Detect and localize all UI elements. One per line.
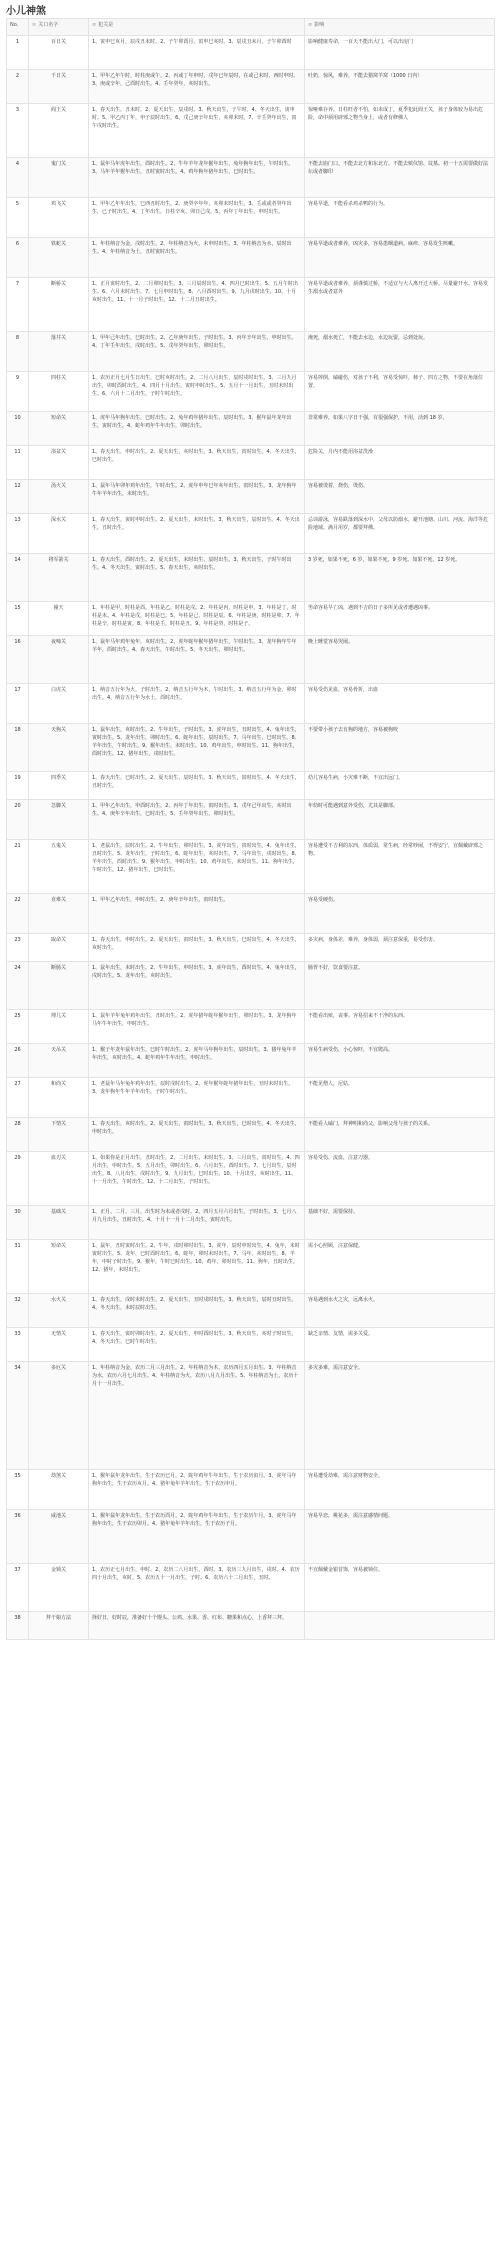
row-no-cell: 7 [7,278,29,332]
row-effect-cell: 3 岁死，如果不死，6 岁，如果不死，9 岁死。如果不死，12 岁死。 [305,554,495,602]
row-name-cell: 拜干娘方法 [29,1612,89,1640]
row-no-cell: 21 [7,840,29,894]
row-name-cell: 鸡飞关 [29,198,89,238]
row-no-cell: 10 [7,412,29,446]
row-effect-cell: 容易早恋，桃花多，需注意感情问题。 [305,1510,495,1564]
row-name-cell: 铁蛇关 [29,238,89,278]
row-condition-cell: 1、鼠年马年鸡年兔年，亥时出生。2、虎年蛇年猴年猪年出生，午时出生。3、龙年狗年牛年羊年，酉时出生。4、春天出生，午时出生。5、冬天出生，卯时出生。 [89,636,305,684]
row-effect-cell: 不能见僧人，尼姑。 [305,1078,495,1118]
row-effect-cell: 容易摔倒，磕碰伤，对孩子不利，容易受惊吓，柿子、四方之物，不要在角落位置。 [305,372,495,412]
row-no-cell: 16 [7,636,29,684]
table-body [7,36,495,1640]
row-no-cell: 4 [7,158,29,198]
row-no-cell: 36 [7,1510,29,1564]
row-no-cell: 2 [7,70,29,104]
row-effect-cell: 不能看出殡，丧事。容易招来不干净的东西。 [305,1010,495,1044]
table-row[interactable] [7,446,495,480]
table-row[interactable] [7,894,495,934]
row-no-cell: 24 [7,962,29,1010]
table-row[interactable] [7,1044,495,1078]
row-name-cell: 白虎关 [29,684,89,724]
row-no-cell: 19 [7,772,29,800]
row-name-cell: 四季关 [29,772,89,800]
table-row[interactable] [7,372,495,412]
row-no-cell: 33 [7,1328,29,1362]
row-effect-cell: 年幼时可能遇到意外受伤，尤其是脚部。 [305,800,495,840]
text-icon: ≡ [32,22,37,28]
row-effect-cell: 忌讳游泳，容易跌落到深水中，父母以防溺水，避开池塘、山川、河流、海洋等危险地域。满月用岁，都要拜佛。 [305,514,495,554]
row-effect-cell: 容易受伤、流血，注意刀器。 [305,1152,495,1206]
row-effect-cell: 多灾多难，需注意安全。 [305,1362,495,1470]
row-no-cell: 35 [7,1470,29,1510]
row-name-cell: 取命关 [29,934,89,962]
row-name-cell: 五鬼关 [29,840,89,894]
row-no-cell: 17 [7,684,29,724]
row-no-cell: 14 [7,554,29,602]
row-condition-cell: 1、甲年己年出生，巳时出生。2、乙年庚年出生，子时出生。3、丙年辛年出生，申时出生。4、丁年壬年出生，戌时出生。5、戊年癸年出生，卯时出生。 [89,332,305,372]
row-name-cell: 咸池关 [29,1510,89,1564]
table-row[interactable] [7,1206,495,1240]
row-name-cell: 埋儿关 [29,1010,89,1044]
row-condition-cell: 1、农历正月七月生日出生，巳时亥时出生。2、二月八月出生，辰时戌时出生。3、三月九月出生，卯时酉时出生。4、四月十月出生，寅时申时出生。5、五月十一月出生，丑时未时出生。6、六月十二月出生，子时午时出生。 [89,372,305,412]
table-row[interactable] [7,1612,495,1640]
table-row[interactable] [7,514,495,554]
row-effect-cell: 需小心照顾，注意保健。 [305,1240,495,1294]
row-effect-cell: 容易遇到水火之灾，远离水火。 [305,1294,495,1328]
table-header-row [7,19,495,36]
row-no-cell: 15 [7,602,29,636]
table-row[interactable] [7,278,495,332]
table-row[interactable] [7,1470,495,1510]
row-no-cell: 20 [7,800,29,840]
row-condition-cell: 1、老鼠年马年兔年鸡年出生，辰时戌时出生。2、虎年猴年蛇年猪年出生，丑时未时出生。3、龙年狗年牛年羊年出生，子时午时出生。 [89,1078,305,1118]
row-name-cell: 急脚关 [29,800,89,840]
row-condition-cell: 1、鼠年，丑时寅时出生。2、牛年，戌时卯时出生。3、虎年，辰时申时出生。4、兔年，未时寅时出生。5、龙年，巳时酉时出生。6、蛇年，卯时未时出生。7、马年，亥时出生。8、羊年，申时子时出生。9、猴年，午时巳时出生。10、鸡年，卯时出生。11、狗年，丑时出生。12、猪年，未时出生。 [89,1240,305,1294]
row-no-cell: 9 [7,372,29,412]
row-no-cell: 32 [7,1294,29,1328]
page-title: 小儿神煞 [6,6,46,17]
row-effect-cell: 危险关，月内不能用浴盆洗澡 [305,446,495,480]
row-condition-cell: 1、鼠年马年虎年出生，酉时出生。2、牛年羊年龙年猴年出生，兔年狗年出生，午时出生。3、马年羊年猴年出生，丑时寅时出生。4、鸡年狗年猪年出生，巳时出生。 [89,158,305,198]
column-header-effect[interactable]: ≡ 影响 [305,19,495,36]
row-effect-cell: 不宜佩戴金银首饰，容易被锁住。 [305,1564,495,1612]
data-table [6,18,495,1640]
column-header-no[interactable]: No. [7,19,29,36]
row-condition-cell: 1、鼠年出生，未时出生。2、牛年出生，申时出生。3、虎年出生，酉时出生。4、兔年出生，戌时出生。5、龙年出生，亥时出生。 [89,962,305,1010]
row-name-cell: 和尚关 [29,1078,89,1118]
row-effect-cell: 肠胃不好，饮食要注意。 [305,962,495,1010]
row-name-cell: 百日关 [29,36,89,70]
row-effect-cell: 不能看人磕门，拜神明和尚父，影响父母与孩子的关系。 [305,1118,495,1152]
row-no-cell: 12 [7,480,29,514]
table-row[interactable] [7,36,495,70]
table-row[interactable] [7,554,495,602]
row-condition-cell: 1、年柱是甲，时柱是酉，年柱是乙，时柱是戌。2、年柱是丙，时柱是申。3、年柱是丁，时柱是未。4、年柱是戊，时柱是巳。5、年柱是己，时柱是辰。6、年柱是庚，时柱是卯。7、年柱是辛，时柱是寅。8、年柱是壬，时柱是丑。9、年柱是癸，时柱是子。 [89,602,305,636]
row-effect-cell: 容易受伤见血，容易骨折，出血 [305,684,495,724]
row-effect-cell: 影响健康寿命，一百天不能出大门，可以出房门 [305,36,495,70]
row-name-cell: 短命关 [29,412,89,446]
row-effect-cell: 惊哑难存养。日柱旺者不怕，如未成丁，夏季犯此阎王关，孩子身体较为易出危险，命中须用辟邪之物当身上，或者有修佛人 [305,104,495,158]
row-name-cell: 浴盆关 [29,446,89,480]
row-condition-cell: 1、春天出生，寅时申时出生。2、夏天出生，未时出生。3、秋天出生，辰时出生。4、冬天出生，丑时出生。 [89,514,305,554]
row-condition-cell: 1、猴年鼠年龙年出生，生于农历巳月。2、蛇年鸡年牛年出生，生于农历寅月。3、虎年马年狗年出生，生于农历亥月。4、猪年兔年羊年出生，生于农历申月。 [89,1470,305,1510]
table-row[interactable] [7,800,495,840]
row-effect-cell: 基础不好，需要保持。 [305,1206,495,1240]
row-effect-cell: 容易早逝或者难养，须谨慎过桥，不适宜与大人离开过大桥。尽量避开水。容易发生溺水或者意外 [305,278,495,332]
row-condition-cell: 1、纳音五行年为火，子时出生。2、纳音五行年为木，午时出生。3、纳音五行年为金，卯时出生。4、纳音五行年为水土，酉时出生。 [89,684,305,724]
row-condition-cell: 1、寅申巳亥月，辰戌丑未时。2、子午卯酉月，寅申巳亥时。3、辰戌丑未月，子午卯酉时 [89,36,305,70]
row-effect-cell: 不要带小孩子去有狗的地方，容易被狗咬 [305,724,495,772]
row-name-cell: 下情关 [29,1118,89,1152]
table-row[interactable] [7,1152,495,1206]
table-row[interactable] [7,962,495,1010]
row-name-cell: 基础关 [29,1206,89,1240]
row-condition-cell: 1、猴年鼠年龙年出生，生于农历酉月。2、蛇年鸡年牛年出生，生于农历午月。3、虎年马年狗年出生，生于农历卯月。4、猪年兔年羊年出生，生于农历子月。 [89,1510,305,1564]
table-row[interactable] [7,684,495,724]
row-name-cell: 无情关 [29,1328,89,1362]
row-effect-cell: 容易遭受劫难，需注意财物安全。 [305,1470,495,1510]
table-row[interactable] [7,412,495,446]
table-row[interactable] [7,480,495,514]
row-no-cell: 22 [7,894,29,934]
row-condition-cell: 1、甲年乙年午时，时柱庚或午。2、丙或丁年申时，戊年已年辰时，在或己未时，西时申时。3、庚或辛年，己酉时出生。4、壬年癸年，亥时出生。 [89,70,305,104]
row-no-cell: 28 [7,1118,29,1152]
row-effect-cell: 容易遭受不吉利的东西，体质弱，常生病，经常吵闹，不得安宁，宜佩戴辟邪之物。 [305,840,495,894]
row-name-cell: 断肠关 [29,962,89,1010]
row-effect-cell: 容易被烫着，烧伤，烫伤。 [305,480,495,514]
row-no-cell: 25 [7,1010,29,1044]
row-name-cell: 短命关 [29,1240,89,1294]
row-no-cell: 1 [7,36,29,70]
row-condition-cell: 1、鼠年出生，亥时出生。2、牛年出生，子时出生。3、虎年出生，丑时出生。4、兔年出生，寅时出生。5、龙年出生，卯时出生。6、蛇年出生，辰时出生。7、马年出生，巳时出生。8、羊年出生，午时出生。9、猴年出生，未时出生。10、鸡年出生，申时出生。11、狗年出生，酉时出生。12、猪年出生，戌时出生。 [89,724,305,772]
row-name-cell: 天吊关 [29,1044,89,1078]
row-condition-cell: 1、老鼠出生，辰时出生。2、牛年出生，卯时出生。3、虎年出生，寅时出生。4、兔年出生，丑时出生。5、龙年出生，子时出生。6、蛇年出生，亥时出生。7、马年出生，戌时出生。8、羊年出生，酉时出生。9、猴年出生，申时出生。10、鸡年出生，未时出生。11、狗年出生，午时出生。12、猪年出生，巳时出生。 [89,840,305,894]
row-name-cell: 劫煞关 [29,1470,89,1510]
row-condition-cell: 1、农历正七月出生，申时。2、农历二八月出生，酉时。3、农历三九月出生，戌时。4、农历四十月出生，亥时。5、农历五十一月出生，子时。6、农历六十二月出生，丑时。 [89,1564,305,1612]
row-condition-cell: 1、春天出生，申时出生。2、夏天出生，亥时出生。3、秋天出生，寅时出生。4、冬天出生，巳时出生。 [89,446,305,480]
row-effect-cell: 晚上睡觉容易哭闹。 [305,636,495,684]
table-row[interactable] [7,198,495,238]
row-condition-cell: 1、正月寅时出生。2、二月卯时出生。3、三月辰时出生。4、四月巳时出生。5、五月午时出生。6、六月未时出生。7、七月申时出生。8、八月酉时出生。9、九月戌时出生。10、十月亥时出生。11、十一月子时出生。12、十二月丑时出生。 [89,278,305,332]
row-no-cell: 38 [7,1612,29,1640]
row-name-cell: 天狗关 [29,724,89,772]
row-effect-cell [305,1612,495,1640]
row-no-cell: 23 [7,934,29,962]
row-no-cell: 29 [7,1152,29,1206]
table-row[interactable] [7,1078,495,1118]
row-name-cell: 撞天 [29,602,89,636]
row-name-cell: 直难关 [29,894,89,934]
row-name-cell: 金锁关 [29,1564,89,1612]
row-name-cell: 千日关 [29,70,89,104]
row-name-cell: 汤火关 [29,480,89,514]
table-row[interactable] [7,70,495,104]
row-name-cell: 将军箭关 [29,554,89,602]
row-name-cell: 水火关 [29,1294,89,1328]
row-no-cell: 8 [7,332,29,372]
row-no-cell: 26 [7,1044,29,1078]
row-condition-cell: 择好日，好时辰，准备好十个馒头、公鸡、水果、香、红布、糖果和点心，上香拜三拜。 [89,1612,305,1640]
row-name-cell: 鬼门关 [29,158,89,198]
row-effect-cell: 淹死，溺水死亡，不能去水边，水边玩耍，忌到处玩。 [305,332,495,372]
table-row[interactable] [7,158,495,198]
row-no-cell: 5 [7,198,29,238]
row-effect-cell: 容易生病受伤，小心惊吓，不宜爬高。 [305,1044,495,1078]
row-name-cell: 落井关 [29,332,89,372]
row-name-cell: 四柱关 [29,372,89,412]
row-name-cell: 夜啼关 [29,636,89,684]
row-condition-cell: 1、鼠年马年卯年鸡年出生，午时出生。2、虎年申年巳年亥年出生，寅时出生。3、龙年狗年牛年羊年出生，未时出生。 [89,480,305,514]
row-no-cell: 18 [7,724,29,772]
text-icon: ≡ [308,22,313,28]
row-no-cell: 3 [7,104,29,158]
row-condition-cell: 1、甲年乙年出生，申时出生。2、庚年辛年出生，寅时出生。 [89,894,305,934]
row-name-cell: 阎王关 [29,104,89,158]
row-condition-cell: 1、春天出生，亥时出生。2、夏天出生，寅时出生。3、秋天出生，巳时出生。4、冬天出生，申时出生。 [89,1118,305,1152]
row-no-cell: 11 [7,446,29,480]
table-row[interactable] [7,1118,495,1152]
table-row[interactable] [7,1010,495,1044]
row-condition-cell: 1、春天出生，申时出生。2、夏天出生，寅时出生。3、秋天出生，巳时出生。4、冬天出生，亥时出生。 [89,934,305,962]
row-effect-cell: 男命容易早亡凶，遇到不吉的日子多所见或者遭遇凶事。 [305,602,495,636]
row-condition-cell: 1、年柱纳音为金，戌时出生。2、年柱纳音为火，未申时出生。3、年柱纳音为水，辰时出生。4、年柱纳音为土，丑时寅时出生。 [89,238,305,278]
row-condition-cell: 1、甲年乙年出生，申酉时出生。2、丙年丁年出生，寅时出生。3、戊年己年出生，亥时出生。4、庚年辛年出生，巳时出生。5、壬年癸年出生，卯时出生。 [89,800,305,840]
row-effect-cell: 缺乏亲情、友情，需多关爱。 [305,1328,495,1362]
table-row[interactable] [7,724,495,772]
table-row[interactable] [7,1362,495,1470]
row-condition-cell: 1、春天出生，丑未时。2、夏天出生，辰戌时。3、秋天出生，子午时。4、冬天出生，寅申时。5、甲乙丙丁年，申子辰时出生。6、戊己庚辛年出生，亥卯未时。7、辛壬癸年出生，寅午戌时出生。 [89,104,305,158]
row-condition-cell: 1、猴子年龙年鼠年出生，巳时午时出生。2、虎年马年狗年出生，辰时出生。3、猪年兔年羊年出生，亥时出生。4、蛇年鸡年牛年出生，申时出生。 [89,1044,305,1078]
table-row[interactable] [7,636,495,684]
table-row[interactable] [7,840,495,894]
table-row[interactable] [7,1564,495,1612]
table-row[interactable] [7,332,495,372]
table-row[interactable] [7,1294,495,1328]
row-effect-cell: 不能去庙门口。不能去北方和东北方。不能去殡仪馆、坟墓。初一十五需要做好法坛或者脚印 [305,158,495,198]
row-no-cell: 27 [7,1078,29,1118]
row-name-cell: 深水关 [29,514,89,554]
row-no-cell: 6 [7,238,29,278]
row-condition-cell: 1、如果你是正月出生，丑时出生。2、二月出生，未时出生。3、三月出生，寅时出生。4、四月出生，申时出生。5、五月出生，卯时出生。6、六月出生，酉时出生。7、七月出生，辰时出生。8、八月出生，戌时出生。9、九月出生，巳时出生。10、十月出生，亥时出生。11、十一月出生，午时出生。12、十二月出生，子时出生。 [89,1152,305,1206]
row-effect-cell: 幼儿容易生病，小灾难不断，不宜出远门。 [305,772,495,800]
row-condition-cell: 1、正月、二月、三月，出生时为未或者戌时。2、四月五月六月出生，子时出生。3、七月八月九月出生，丑时出生。4、十月十一月十二月出生，寅时出生。 [89,1206,305,1240]
row-no-cell: 13 [7,514,29,554]
row-name-cell: 多厄关 [29,1362,89,1470]
row-condition-cell: 1、春天出生，戌时未时出生。2、夏天出生，丑时戌时出生。3、秋天出生，辰时丑时出生。4、冬天出生，未时辰时出生。 [89,1294,305,1328]
table-row[interactable] [7,238,495,278]
table-row[interactable] [7,772,495,800]
row-condition-cell: 1、甲年乙年年出生，巳西丑时出生。2、庚癸卒年年，亥卯未时出生。3、壬或或者癸年出生，已子时出生。4、丁年出生，日柱辛亥、卯日己戌。5、丙年丁年出生，申时出生。 [89,198,305,238]
row-effect-cell: 容易受硬伤。 [305,894,495,934]
row-condition-cell: 1、年柱纳音为金，农历二月三月出生。2、年柱纳音为木，农历四月五月出生。3、年柱纳音为水，农历六月七月出生。4、年柱纳音为火，农历八月九月出生。5、年柱纳音为土，农历十月十一月出生。 [89,1362,305,1470]
row-name-cell: 血刃关 [29,1152,89,1206]
row-no-cell: 31 [7,1240,29,1294]
row-condition-cell: 1、鼠年羊年兔年鸡年出生，丑时出生。2、虎年猪年蛇年猴年出生，卯时出生。3、龙年狗年马年牛年出生，申时出生。 [89,1010,305,1044]
row-effect-cell: 非常难养，如果八字日干强，有很强保护，不用，活到 18 岁。 [305,412,495,446]
table-row[interactable] [7,1510,495,1564]
row-effect-cell: 容易早逝，不能看杀鸡杀鸭的行为。 [305,198,495,238]
table-row[interactable] [7,602,495,636]
table-row[interactable] [7,1328,495,1362]
row-effect-cell: 吐奶，惊风，难养，不能去猪窝羊窝（1000 日内） [305,70,495,104]
row-no-cell: 37 [7,1564,29,1612]
column-header-condition[interactable]: ≡ 犯关是 [89,19,305,36]
row-name-cell: 断桥关 [29,278,89,332]
text-icon: ≡ [92,22,97,28]
table-row[interactable] [7,934,495,962]
row-effect-cell: 多灾病，身体差，难养，身体弱，须注意保重，易受伤害。 [305,934,495,962]
row-no-cell: 34 [7,1362,29,1470]
table-row[interactable] [7,1240,495,1294]
row-condition-cell: 1、虎年马年狗年出生，巳时出生。2、兔年鸡年猪年出生，辰时出生。3、猴年鼠年龙年出生，寅时出生。4、蛇年鸡年牛年出生，卯时出生。 [89,412,305,446]
column-header-name[interactable]: ≡ 关口名字 [29,19,89,36]
row-condition-cell: 1、春天出生，巳时出生。2、夏天出生，辰时出生。3、秋天出生，寅时出生。4、冬天出生，丑时出生。 [89,772,305,800]
row-effect-cell: 容易早逝或者难养，凶灾多，容易患咽道病。麻疹、容易发生咳嗽。 [305,238,495,278]
row-condition-cell: 1、春天出生，酉时出生。2、夏天出生，未时出生，辰时出生。3、秋天出生，子时午时出生。4、冬天出生，寅时出生。5、春天出生，亥时出生。 [89,554,305,602]
table-row[interactable] [7,104,495,158]
row-no-cell: 30 [7,1206,29,1240]
row-condition-cell: 1、春天出生，寅时卯时出生。2、夏天出生，申时酉时出生。3、秋天出生，亥时子时出生。4、冬天出生，巳时午时出生。 [89,1328,305,1362]
